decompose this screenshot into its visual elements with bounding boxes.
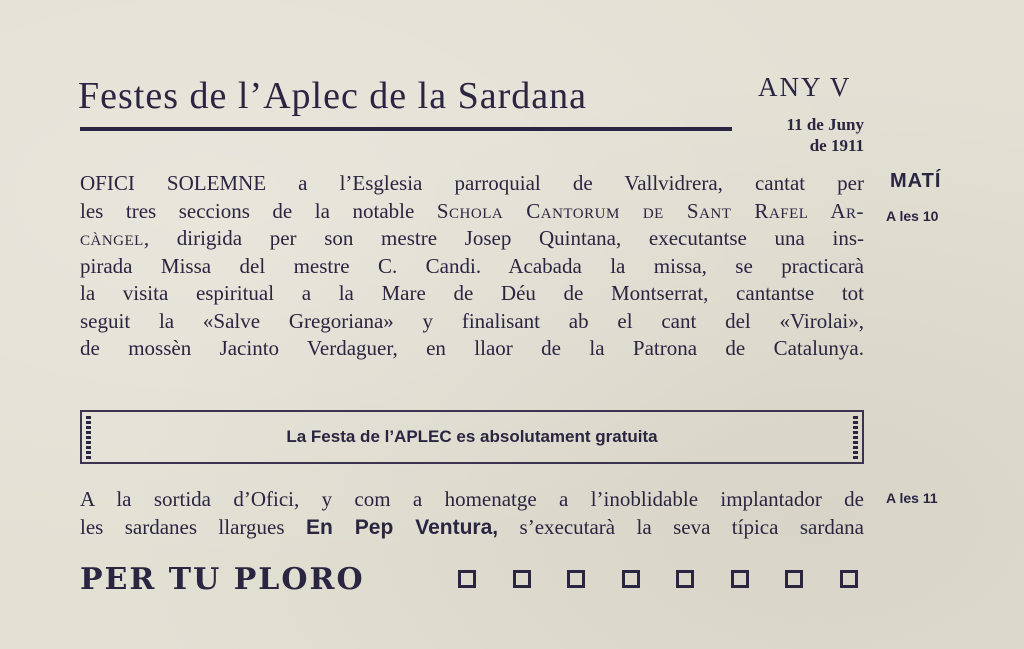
paragraph-line: seguit la «Salve Gregoriana» y finalisant ab el cant del «Virolai», bbox=[80, 308, 864, 333]
text-span: les sardanes llargues bbox=[80, 514, 306, 539]
checkbox-square bbox=[513, 570, 531, 588]
sardana-paragraph bbox=[80, 486, 864, 541]
text-span: les tres seccions de la notable bbox=[80, 198, 437, 223]
ofici-paragraph bbox=[80, 170, 864, 363]
checkbox-square bbox=[567, 570, 585, 588]
choir-name: Schola Cantorum de Sant Rafel Ar- bbox=[436, 198, 864, 223]
checkbox-square bbox=[840, 570, 858, 588]
composer-name: En Pep Ventura, bbox=[305, 515, 499, 539]
paragraph-line: OFICI SOLEMNE a l’Esglesia parroquial de Vallvidrera, cantat per bbox=[80, 171, 864, 195]
paragraph-line: pirada Missa del mestre C. Candi. Acabada la missa, se practicarà bbox=[80, 253, 864, 278]
free-entry-notice bbox=[80, 410, 864, 464]
paragraph-line bbox=[80, 514, 864, 542]
title-underline bbox=[80, 127, 732, 131]
year-label: ANY V bbox=[758, 72, 852, 102]
checkbox-square bbox=[785, 570, 803, 588]
date-line-2: de 1911 bbox=[809, 136, 864, 155]
notice-text: La Festa de l’APLEC es absolutament gratuita bbox=[286, 427, 658, 446]
time-label-10: A les 10 bbox=[886, 208, 939, 224]
checkbox-row bbox=[458, 570, 868, 596]
checkbox-square bbox=[622, 570, 640, 588]
paragraph-line: de mossèn Jacinto Verdaguer, en llaor de la Patrona de Catalunya. bbox=[80, 336, 864, 360]
morning-label: MATÍ bbox=[890, 170, 942, 192]
text-span: , dirigida per son mestre Josep Quintana, executantse una ins- bbox=[143, 226, 864, 250]
paragraph-line bbox=[80, 225, 864, 253]
date-line-1: 11 de Juny bbox=[786, 115, 864, 134]
checkbox-square bbox=[676, 570, 694, 588]
choir-name-continued: càngel bbox=[80, 226, 144, 250]
paragraph-line bbox=[80, 198, 864, 226]
checkbox-square bbox=[731, 570, 749, 588]
text-span: s’executarà la seva típica sardana bbox=[498, 514, 864, 539]
paragraph-line: A la sortida d’Ofici, y com a homenatge a l’inoblidable implantador de bbox=[80, 487, 864, 511]
event-date bbox=[752, 114, 864, 156]
paragraph-line: la visita espiritual a la Mare de Déu de Montserrat, cantantse tot bbox=[80, 281, 864, 305]
dotted-border-right bbox=[853, 416, 858, 460]
time-label-11: A les 11 bbox=[886, 490, 938, 506]
page-title: Festes de l’Aplec de la Sardana bbox=[78, 75, 587, 117]
sardana-title: PER TU PLORO bbox=[80, 562, 365, 597]
checkbox-square bbox=[458, 570, 476, 588]
